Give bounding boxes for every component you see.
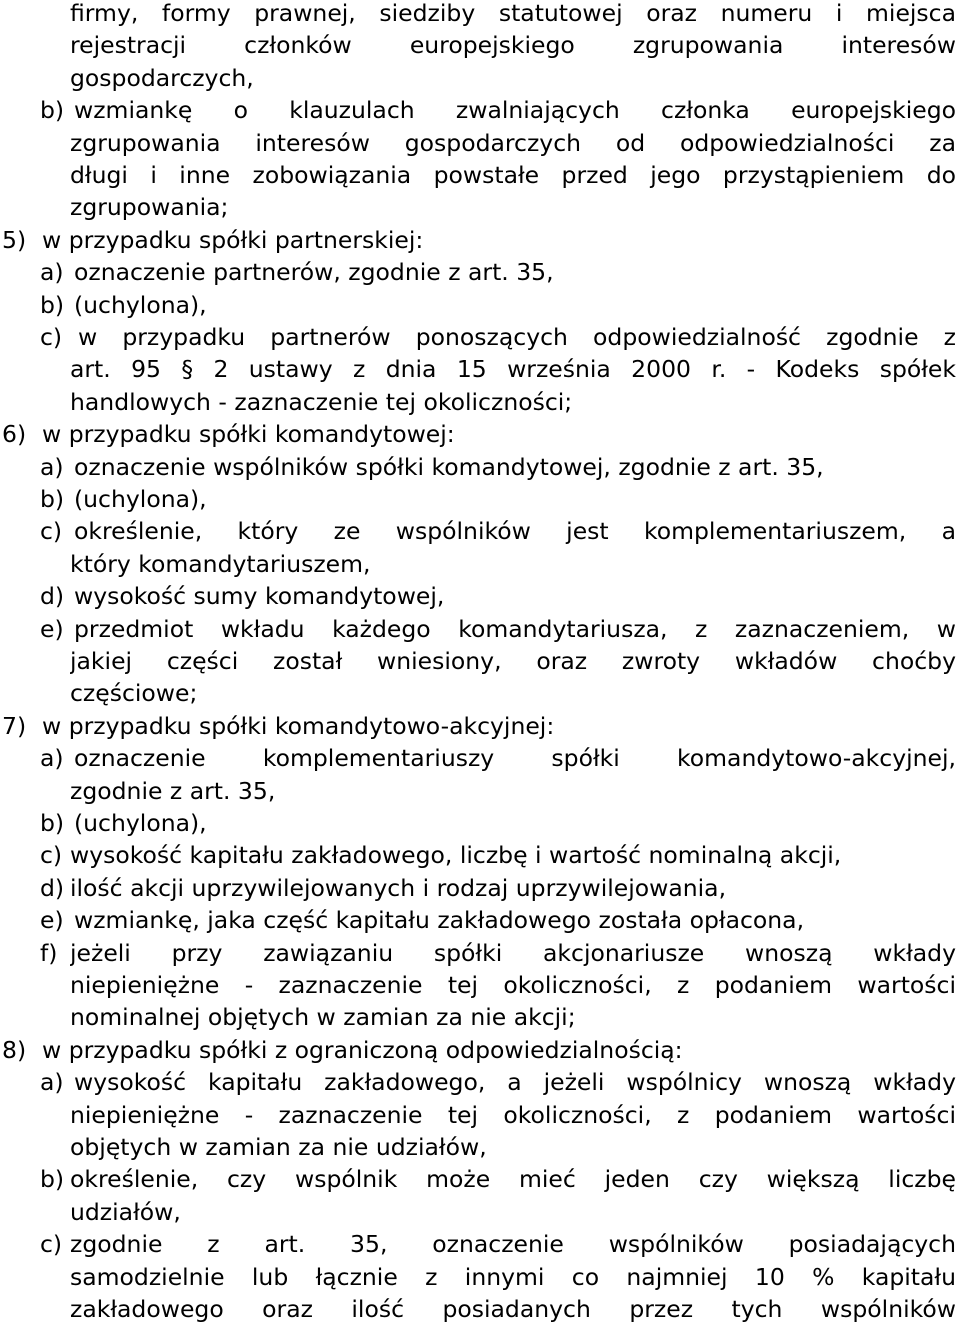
text-line: [0, 127, 956, 159]
list-marker: c): [40, 323, 63, 351]
line-text: wysokość kapitału zakładowego, a jeżeli wspólnicy wnoszą wkłady: [74, 1068, 956, 1097]
text-line: [0, 1131, 956, 1163]
line-text: (uchylona),: [74, 809, 207, 837]
text-line: [0, 710, 956, 742]
line-text: oznaczenie partnerów, zgodnie z art. 35,: [74, 258, 554, 287]
text-line: [0, 94, 956, 126]
line-text: (uchylona),: [74, 485, 207, 513]
text-line: [0, 904, 956, 936]
line-text: częściowe;: [70, 679, 198, 708]
text-line: [0, 839, 956, 871]
line-text: określenie, który ze wspólników jest komplementariuszem, a: [74, 517, 956, 546]
text-line: [0, 386, 956, 418]
text-line: [0, 969, 956, 1001]
text-line: [0, 515, 956, 547]
text-line: [0, 0, 956, 29]
text-line: [0, 289, 956, 321]
text-line: [0, 742, 956, 774]
list-marker: b): [40, 290, 65, 319]
text-line: [0, 937, 956, 969]
list-marker: e): [40, 614, 64, 643]
line-text: określenie, czy wspólnik może mieć jeden czy większą liczbę: [70, 1165, 956, 1194]
list-marker: a): [40, 744, 64, 773]
text-line: [0, 677, 956, 709]
text-line: [0, 191, 956, 223]
list-marker: 8): [2, 1035, 27, 1064]
list-marker: c): [40, 841, 63, 870]
list-marker: d): [40, 873, 65, 902]
line-text: oznaczenie komplementariuszy spółki komandytowo-akcyjnej,: [74, 744, 956, 773]
line-text: zgodnie z art. 35, oznaczenie wspólników posiadających: [70, 1230, 956, 1259]
text-line: [0, 353, 956, 385]
list-marker: b): [40, 809, 65, 837]
text-line: [0, 645, 956, 677]
line-text: przedmiot wkładu każdego komandytariusza, z zaznaczeniem, w: [74, 614, 956, 643]
text-line: [0, 1034, 956, 1066]
line-text: jeżeli przy zawiązaniu spółki akcjonariusze wnoszą wkłady: [70, 938, 956, 967]
text-line: [0, 1196, 956, 1228]
text-line: [0, 1163, 956, 1195]
list-marker: c): [40, 1230, 63, 1259]
text-line: [0, 418, 956, 450]
text-line: [0, 224, 956, 256]
line-text: gospodarczych,: [70, 63, 254, 92]
text-line: [0, 580, 956, 612]
line-text: wysokość sumy komandytowej,: [74, 582, 445, 611]
line-text: art. 95 § 2 ustawy z dnia 15 września 2000 r. - Kodeks spółek: [70, 355, 956, 384]
text-line: [0, 1228, 956, 1260]
line-text: objętych w zamian za nie udziałów,: [70, 1133, 487, 1161]
line-text: oznaczenie wspólników spółki komandytowej, zgodnie z art. 35,: [74, 452, 824, 481]
list-marker: b): [40, 1165, 65, 1194]
line-text: firmy, formy prawnej, siedziby statutowej oraz numeru i miejsca: [70, 0, 956, 27]
line-text: niepieniężne - zaznaczenie tej okoliczności, z podaniem wartości: [70, 1100, 956, 1129]
text-line: [0, 483, 956, 515]
line-text: zgrupowania;: [70, 193, 229, 222]
list-marker: a): [40, 258, 64, 287]
text-line: [0, 775, 956, 807]
list-marker: e): [40, 906, 64, 935]
text-line: [0, 29, 956, 61]
list-marker: b): [40, 485, 65, 513]
list-marker: 6): [2, 420, 27, 449]
text-line: [0, 1001, 956, 1033]
line-text: zgodnie z art. 35,: [70, 776, 276, 805]
text-line: [0, 451, 956, 483]
text-line: [0, 1066, 956, 1098]
text-line: [0, 1261, 956, 1293]
line-text: wzmiankę, jaka część kapitału zakładowego została opłacona,: [74, 906, 805, 935]
line-text: zakładowego oraz ilość posiadanych przez tych wspólników: [70, 1295, 956, 1323]
text-line: [0, 321, 956, 353]
line-text: samodzielnie lub łącznie z innymi co najmniej 10 % kapitału: [70, 1262, 956, 1291]
line-text: nominalnej objętych w zamian za nie akcji;: [70, 1003, 576, 1032]
line-text: w przypadku spółki z ograniczoną odpowiedzialnością:: [42, 1035, 683, 1064]
text-line: [0, 256, 956, 288]
line-text: rejestracji członków europejskiego zgrupowania interesów: [70, 31, 956, 60]
list-marker: f): [40, 938, 58, 967]
list-marker: 7): [2, 711, 27, 740]
line-text: który komandytariuszem,: [70, 549, 371, 578]
list-marker: c): [40, 517, 63, 546]
line-text: udziałów,: [70, 1197, 181, 1226]
line-text: wzmiankę o klauzulach zwalniających członka europejskiego: [74, 96, 956, 125]
text-line: [0, 1293, 956, 1325]
line-text: długi i inne zobowiązania powstałe przed jego przystąpieniem do: [70, 161, 956, 189]
line-text: w przypadku spółki komandytowo-akcyjnej:: [42, 711, 555, 740]
line-text: zgrupowania interesów gospodarczych od odpowiedzialności za: [70, 128, 956, 157]
line-text: niepieniężne - zaznaczenie tej okoliczności, z podaniem wartości: [70, 971, 956, 999]
text-line: [0, 159, 956, 191]
text-line: [0, 62, 956, 94]
text-line: [0, 548, 956, 580]
text-line: [0, 1099, 956, 1131]
text-line: [0, 613, 956, 645]
text-line: [0, 807, 956, 839]
line-text: w przypadku spółki komandytowej:: [42, 420, 455, 449]
line-text: wysokość kapitału zakładowego, liczbę i wartość nominalną akcji,: [70, 841, 842, 870]
list-marker: b): [40, 96, 65, 125]
line-text: (uchylona),: [74, 290, 207, 319]
text-line: [0, 872, 956, 904]
line-text: ilość akcji uprzywilejowanych i rodzaj uprzywilejowania,: [70, 873, 727, 902]
list-marker: d): [40, 582, 65, 611]
line-text: w przypadku partnerów ponoszących odpowiedzialność zgodnie z: [78, 323, 956, 351]
list-marker: 5): [2, 225, 27, 254]
list-marker: a): [40, 1068, 64, 1097]
line-text: jakiej części został wniesiony, oraz zwroty wkładów choćby: [70, 647, 956, 675]
line-text: handlowych - zaznaczenie tej okoliczności;: [70, 387, 573, 416]
list-marker: a): [40, 452, 64, 481]
line-text: w przypadku spółki partnerskiej:: [42, 225, 424, 254]
